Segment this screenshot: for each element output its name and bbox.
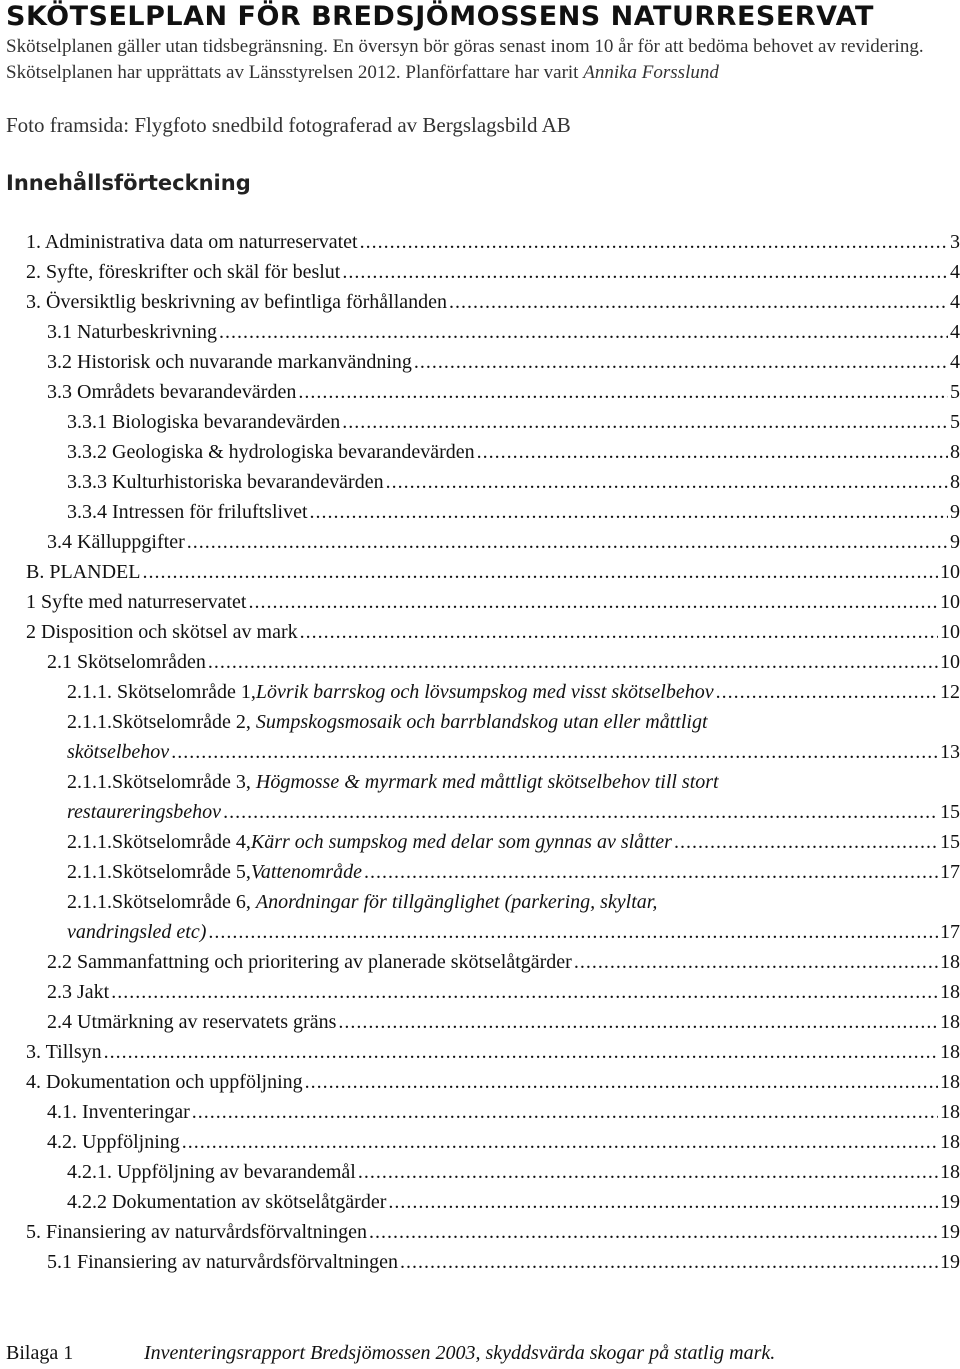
intro-author: Annika Forsslund xyxy=(583,62,719,83)
dot-leader xyxy=(342,258,948,286)
toc-entry-label: 3.3.1 Biologiska bevarandevärden xyxy=(67,411,341,433)
toc-page-number: 17 xyxy=(940,861,960,883)
toc-page-number: 8 xyxy=(950,441,960,463)
dot-leader xyxy=(171,738,938,766)
toc-entry[interactable] xyxy=(26,588,960,616)
toc-entry-subtitle: Vattenområde xyxy=(250,861,362,883)
toc-page-number: 18 xyxy=(940,1071,960,1093)
toc-entry-label: 2.3 Jakt xyxy=(47,981,110,1003)
toc-page-number: 19 xyxy=(940,1221,960,1243)
toc-entry-label: 3.2 Historisk och nuvarande markanvändning xyxy=(47,351,412,373)
dot-leader xyxy=(574,948,938,976)
toc-page-number: 5 xyxy=(950,411,960,433)
toc-entry[interactable] xyxy=(26,288,960,316)
toc-entry-label: 2.1 Skötselområden xyxy=(47,651,206,673)
toc-entry-first-line xyxy=(67,708,708,736)
toc-entry-label: 3.3.4 Intressen för friluftslivet xyxy=(67,501,308,523)
toc-entry[interactable] xyxy=(67,408,960,436)
toc-entry[interactable] xyxy=(26,618,960,646)
toc-entry[interactable] xyxy=(67,1158,960,1186)
dot-leader xyxy=(386,468,948,496)
toc-entry[interactable] xyxy=(67,1188,960,1216)
toc-entry-label: 4.2.2 Dokumentation av skötselåtgärder xyxy=(67,1191,387,1213)
toc-page-number: 18 xyxy=(940,1161,960,1183)
dot-leader xyxy=(358,1158,938,1186)
toc-entry[interactable] xyxy=(26,258,960,286)
toc-entry[interactable] xyxy=(26,1068,960,1096)
toc-entry[interactable] xyxy=(47,348,960,376)
dot-leader xyxy=(305,1068,938,1096)
toc-entry[interactable] xyxy=(47,1008,960,1036)
toc-entry-label: 1. Administrativa data om naturreservatet xyxy=(26,231,358,253)
toc-entry[interactable] xyxy=(47,1248,960,1276)
toc-page-number: 10 xyxy=(940,621,960,643)
toc-entry-label: 2.1.1.Skötselområde 5, xyxy=(67,861,251,883)
toc-entry[interactable] xyxy=(67,918,960,946)
toc-page-number: 10 xyxy=(940,561,960,583)
toc-entry-label: 3. Översiktlig beskrivning av befintliga förhållanden xyxy=(26,291,448,313)
toc-page-number: 10 xyxy=(940,651,960,673)
toc-entry-label: 2.2 Sammanfattning och prioritering av planerade skötselåtgärder xyxy=(47,951,572,973)
toc-page-number: 18 xyxy=(940,1101,960,1123)
toc-entry-continuation: vandringsled etc) xyxy=(67,921,207,943)
dot-leader xyxy=(369,1218,938,1246)
dot-leader xyxy=(208,648,938,676)
toc-page-number: 18 xyxy=(940,1041,960,1063)
toc-entry-label: 3. Tillsyn xyxy=(26,1041,102,1063)
toc-entry[interactable] xyxy=(67,678,960,706)
photo-credit: Foto framsida: Flygfoto snedbild fotograferad av Bergslagsbild AB xyxy=(6,113,571,137)
toc-entry[interactable] xyxy=(47,528,960,556)
toc-entry-label: 1 Syfte med naturreservatet xyxy=(26,591,247,613)
toc-entry-subtitle: Högmosse & myrmark med måttligt skötselbehov till stort xyxy=(255,771,719,793)
toc-entry[interactable] xyxy=(26,228,960,256)
toc-entry[interactable] xyxy=(26,1218,960,1246)
dot-leader xyxy=(388,1188,938,1216)
toc-entry-label: B. PLANDEL xyxy=(26,561,141,583)
dot-leader xyxy=(400,1248,938,1276)
toc-entry[interactable] xyxy=(67,438,960,466)
toc-entry[interactable] xyxy=(47,378,960,406)
toc-page-number: 19 xyxy=(940,1191,960,1213)
toc-entry-label: 4. Dokumentation och uppföljning xyxy=(26,1071,303,1093)
toc-page-number: 4 xyxy=(950,321,960,343)
toc-entry-subtitle: Sumpskogsmosaik och barrblandskog utan eller måttligt xyxy=(255,711,708,733)
toc-entry[interactable] xyxy=(47,1128,960,1156)
toc-entry-continuation: restaureringsbehov xyxy=(67,801,222,823)
toc-entry[interactable] xyxy=(47,318,960,346)
toc-page-number: 18 xyxy=(940,951,960,973)
dot-leader xyxy=(414,348,948,376)
toc-entry-label: 3.3 Områdets bevarandevärden xyxy=(47,381,297,403)
toc-entry-label: 2.1.1.Skötselområde 6, xyxy=(67,891,256,913)
toc-entry-label: 2.4 Utmärkning av reservatets gräns xyxy=(47,1011,337,1033)
toc-page-number: 4 xyxy=(950,351,960,373)
intro-text: Skötselplanen gäller utan tidsbegränsning. En översyn bör göras senast inom 10 år för att bedöma behovet av revidering. Skötselplanen har upprättats av Länsstyrelsen 2012. Planförfattare har varit xyxy=(6,36,924,83)
toc-entry-label: 4.2. Uppföljning xyxy=(47,1131,180,1153)
dot-leader xyxy=(310,498,949,526)
toc-entry[interactable] xyxy=(67,738,960,766)
toc-page-number: 4 xyxy=(950,291,960,313)
dot-leader xyxy=(187,528,948,556)
toc-page-number: 4 xyxy=(950,261,960,283)
toc-page-number: 15 xyxy=(940,831,960,853)
toc-entry-label: 3.4 Källuppgifter xyxy=(47,531,185,553)
toc-page-number: 8 xyxy=(950,471,960,493)
toc-page-number: 15 xyxy=(940,801,960,823)
dot-leader xyxy=(111,978,938,1006)
dot-leader xyxy=(716,678,938,706)
toc-entry-label: 2 Disposition och skötsel av mark xyxy=(26,621,298,643)
toc-entry[interactable] xyxy=(67,468,960,496)
toc-heading: Innehållsförteckning xyxy=(6,171,251,195)
toc-entry-label: 3.1 Naturbeskrivning xyxy=(47,321,217,343)
dot-leader xyxy=(674,828,938,856)
toc-entry[interactable] xyxy=(67,798,960,826)
dot-leader xyxy=(449,288,948,316)
toc-page-number: 18 xyxy=(940,981,960,1003)
toc-entry-label: 2.1.1.Skötselområde 3, xyxy=(67,771,256,793)
toc-entry-label: 3.3.3 Kulturhistoriska bevarandevärden xyxy=(67,471,384,493)
footer-attachment: Bilaga 1 xyxy=(6,1342,74,1364)
toc-entry-label: 3.3.2 Geologiska & hydrologiska bevarandevärden xyxy=(67,441,475,463)
toc-entry[interactable] xyxy=(26,1038,960,1066)
dot-leader xyxy=(342,408,948,436)
dot-leader xyxy=(208,918,938,946)
toc-entry-label: 4.1. Inventeringar xyxy=(47,1101,190,1123)
toc-page-number: 5 xyxy=(950,381,960,403)
toc-entry-first-line xyxy=(67,768,719,796)
dot-leader xyxy=(364,858,938,886)
toc-page-number: 18 xyxy=(940,1131,960,1153)
dot-leader xyxy=(338,1008,938,1036)
toc-page-number: 17 xyxy=(940,921,960,943)
document-title: SKÖTSELPLAN FÖR BREDSJÖMOSSENS NATURRESERVAT xyxy=(6,1,874,32)
toc-entry-subtitle: Anordningar för tillgänglighet (parkering, skyltar, xyxy=(255,891,658,913)
toc-page-number: 3 xyxy=(950,231,960,253)
toc-page-number: 10 xyxy=(940,591,960,613)
toc-entry-label: 5.1 Finansiering av naturvårdsförvaltningen xyxy=(47,1251,399,1273)
toc-entry[interactable] xyxy=(67,828,960,856)
dot-leader xyxy=(360,228,948,256)
dot-leader xyxy=(182,1128,938,1156)
toc-entry[interactable] xyxy=(47,948,960,976)
toc-entry-label: 5. Finansiering av naturvårdsförvaltningen xyxy=(26,1221,368,1243)
toc-entry-label: 2. Syfte, föreskrifter och skäl för beslut xyxy=(26,261,341,283)
toc-page-number: 9 xyxy=(950,531,960,553)
toc-page-number: 13 xyxy=(940,741,960,763)
toc-entry-continuation: skötselbehov xyxy=(67,741,170,763)
dot-leader xyxy=(142,558,938,586)
toc-entry-first-line xyxy=(67,888,657,916)
toc-entry-subtitle: Kärr och sumpskog med delar som gynnas av slåtter xyxy=(250,831,672,853)
dot-leader xyxy=(192,1098,938,1126)
dot-leader xyxy=(477,438,948,466)
dot-leader xyxy=(300,618,938,646)
toc-page-number: 9 xyxy=(950,501,960,523)
toc-entry-label: 4.2.1. Uppföljning av bevarandemål xyxy=(67,1161,356,1183)
toc-entry[interactable] xyxy=(47,978,960,1006)
dot-leader xyxy=(219,318,948,346)
toc-page-number: 12 xyxy=(940,681,960,703)
toc-entry-label: 2.1.1. Skötselområde 1, xyxy=(67,681,256,703)
footer-reference: Inventeringsrapport Bredsjömossen 2003, skyddsvärda skogar på statlig mark. xyxy=(144,1342,776,1364)
toc-entry-subtitle: Lövrik barrskog och lövsumpskog med visst skötselbehov xyxy=(255,681,714,703)
toc-entry[interactable] xyxy=(47,1098,960,1126)
dot-leader xyxy=(104,1038,938,1066)
toc-entry-label: 2.1.1.Skötselområde 2, xyxy=(67,711,256,733)
dot-leader xyxy=(223,798,938,826)
dot-leader xyxy=(298,378,948,406)
dot-leader xyxy=(248,588,938,616)
toc-entry[interactable] xyxy=(67,498,960,526)
toc-entry[interactable] xyxy=(47,648,960,676)
toc-entry[interactable] xyxy=(67,858,960,886)
toc-page-number: 19 xyxy=(940,1251,960,1273)
toc-entry-label: 2.1.1.Skötselområde 4, xyxy=(67,831,251,853)
toc-page-number: 18 xyxy=(940,1011,960,1033)
toc-entry[interactable] xyxy=(26,558,960,586)
